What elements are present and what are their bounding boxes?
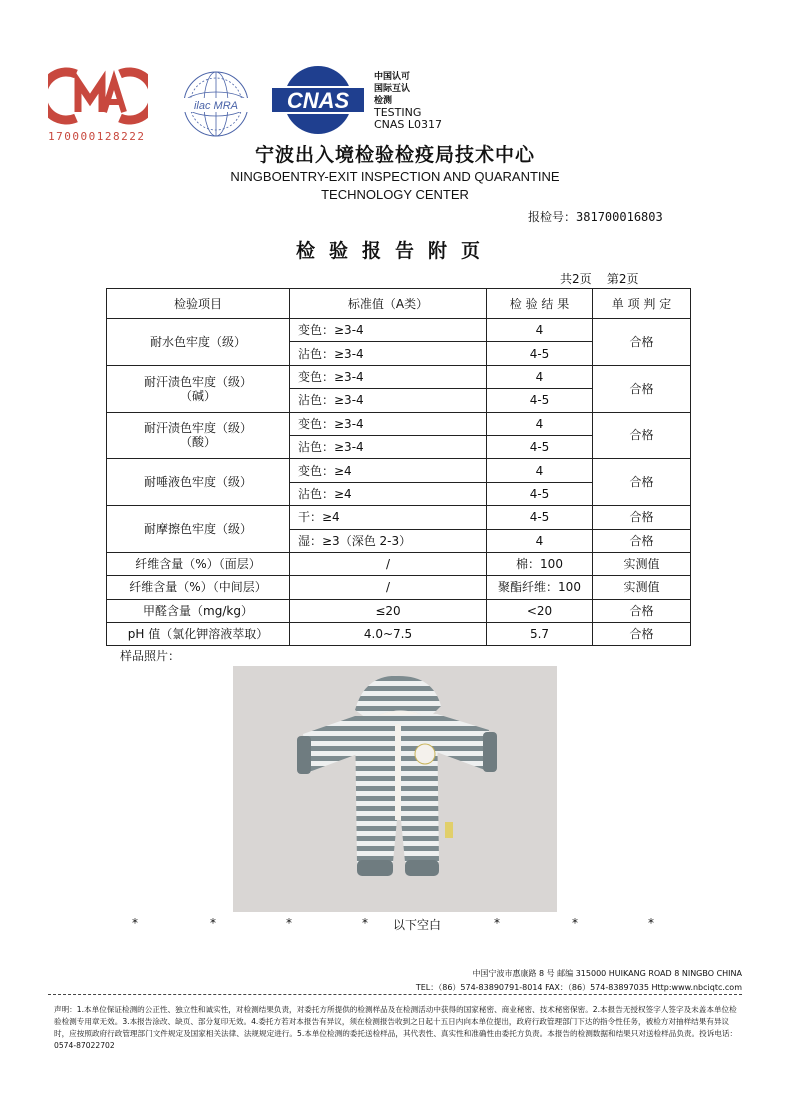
judgement-cell: 实测值 <box>593 576 691 599</box>
result-cell: 4 <box>487 459 593 482</box>
item-cell: pH 值（氯化钾溶液萃取） <box>107 623 290 646</box>
blank-star: * <box>286 916 292 930</box>
cnas-line: 国际互认 <box>374 84 411 94</box>
result-cell: 4 <box>487 365 593 388</box>
item-line: 耐汗渍色牢度（级） <box>143 374 252 389</box>
judgement-cell: 合格 <box>593 623 691 646</box>
result-cell: 4-5 <box>487 342 593 365</box>
footer-notice: 声明：1.本单位保证检测的公正性、独立性和诚实性，对检测结果负责，对委托方所提供的检测样品及在检测活动中获得的国家秘密、商业秘密、技术秘密保密。2.本报告无授权签字人签字及未盖本单位检验检测专用章无效。3.本报告涂改、缺页、部分复印无效。4.委托方若对本报告有异议，须在检测报告收到之日起十五日内向本单位提出，政府行政管理部门下达的指令性任务，被检方对抽样结果有异议时，应按照政府行政管理部门文件规定及国家相关法律、法规规定进行。5.本单位检测的委托送检样品，其代表性、真实性和准确性由委托方负责。本报告的检测数据和结果只对送检样品负责。投诉电话：0574-87022702 <box>54 1005 738 1050</box>
item-cell <box>107 365 290 412</box>
item-cell: 纤维含量（%）（面层） <box>107 552 290 575</box>
cma-number: 170000128222 <box>48 130 146 143</box>
result-cell: <20 <box>487 599 593 622</box>
results-table <box>106 288 691 646</box>
footer-contact: TEL：（86）574-83890791-8014 FAX：（86）574-83897035 Http:www.nbciqtc.com <box>415 983 742 992</box>
item-cell: 耐摩擦色牢度（级） <box>107 506 290 553</box>
standard-cell: 干：≥4 <box>290 506 487 529</box>
standard-cell: 4.0~7.5 <box>290 623 487 646</box>
standard-cell: 变色：≥3-4 <box>290 412 487 435</box>
header-judgement: 单 项 判 定 <box>593 289 691 319</box>
header-item: 检验项目 <box>107 289 290 319</box>
table-header-row <box>107 289 691 319</box>
standard-cell: 沾色：≥3-4 <box>290 389 487 412</box>
result-cell: 5.7 <box>487 623 593 646</box>
standard-cell: 沾色：≥3-4 <box>290 435 487 458</box>
cnas-number: CNAS L0317 <box>374 118 443 131</box>
blank-star: * <box>210 916 216 930</box>
table-row <box>107 412 691 435</box>
item-cell: 纤维含量（%）（中间层） <box>107 576 290 599</box>
footer-address: 中国宁波市惠康路 8 号 邮编 315000 HUIKANG ROAD 8 NINGBO CHINA <box>472 969 742 978</box>
standard-cell: / <box>290 552 487 575</box>
item-line: 耐汗渍色牢度（级） <box>143 421 252 436</box>
result-cell: 4-5 <box>487 482 593 505</box>
result-cell: 4 <box>487 412 593 435</box>
standard-cell: ≤20 <box>290 599 487 622</box>
judgement-cell: 实测值 <box>593 552 691 575</box>
cnas-line: 检测 <box>374 96 393 106</box>
item-cell: 耐水色牢度（级） <box>107 319 290 366</box>
table-row <box>107 599 691 622</box>
judgement-cell: 合格 <box>593 529 691 552</box>
blank-star: * <box>132 916 138 930</box>
table-row <box>107 365 691 388</box>
result-cell: 4-5 <box>487 506 593 529</box>
cnas-mark-text: CNAS <box>286 88 350 113</box>
blank-star: * <box>572 916 578 930</box>
standard-cell: 变色：≥3-4 <box>290 319 487 342</box>
cnas-testing: TESTING <box>374 106 422 119</box>
report-number-value: 381700016803 <box>576 210 663 224</box>
standard-cell: 沾色：≥4 <box>290 482 487 505</box>
result-cell: 4-5 <box>487 389 593 412</box>
footer-divider <box>48 994 742 995</box>
judgement-cell: 合格 <box>593 412 691 459</box>
standard-cell: / <box>290 576 487 599</box>
table-row <box>107 576 691 599</box>
standard-cell: 湿：≥3（深色 2-3） <box>290 529 487 552</box>
result-cell: 4 <box>487 319 593 342</box>
item-cell: 耐唾液色牢度（级） <box>107 459 290 506</box>
sample-photo-label: 样品照片： <box>120 649 181 663</box>
page-title: 检验报告附页 <box>295 240 494 262</box>
judgement-cell: 合格 <box>593 506 691 529</box>
header-standard: 标准值（A类） <box>290 289 487 319</box>
result-cell: 4-5 <box>487 435 593 458</box>
page-counter: 共2页 第2页 <box>560 272 639 286</box>
report-number <box>528 208 663 225</box>
sample-photo <box>233 666 557 912</box>
blank-text: 以下空白 <box>393 918 442 932</box>
cnas-caption <box>374 71 442 131</box>
blank-star: * <box>648 916 654 930</box>
table-row <box>107 319 691 342</box>
item-cell <box>107 412 290 459</box>
standard-cell: 变色：≥3-4 <box>290 365 487 388</box>
judgement-cell: 合格 <box>593 319 691 366</box>
item-line: （碱） <box>179 388 216 403</box>
judgement-cell: 合格 <box>593 599 691 622</box>
table-row <box>107 506 691 529</box>
org-name-cn: 宁波出入境检验检疫局技术中心 <box>254 144 535 166</box>
report-number-label: 报检号： <box>528 210 577 224</box>
ilac-mark-text: ilac MRA <box>193 100 239 112</box>
item-cell: 甲醛含量（mg/kg） <box>107 599 290 622</box>
header-result: 检 验 结 果 <box>487 289 593 319</box>
ilac-mra-logo <box>176 68 256 140</box>
standard-cell: 沾色：≥3-4 <box>290 342 487 365</box>
item-line: （酸） <box>179 435 216 450</box>
result-cell: 聚酯纤维：100 <box>487 576 593 599</box>
table-row <box>107 459 691 482</box>
result-cell: 4 <box>487 529 593 552</box>
org-name-en-2: TECHNOLOGY CENTER <box>321 187 469 202</box>
judgement-cell: 合格 <box>593 365 691 412</box>
standard-cell: 变色：≥4 <box>290 459 487 482</box>
result-cell: 棉：100 <box>487 552 593 575</box>
table-row <box>107 623 691 646</box>
org-name-en-1: NINGBOENTRY-EXIT INSPECTION AND QUARANTINE <box>230 169 560 184</box>
cma-logo <box>48 66 148 126</box>
judgement-cell: 合格 <box>593 459 691 506</box>
cnas-logo <box>270 64 366 136</box>
blank-star: * <box>362 916 368 930</box>
cnas-line: 中国认可 <box>374 72 411 82</box>
table-row <box>107 552 691 575</box>
blank-star: * <box>494 916 500 930</box>
